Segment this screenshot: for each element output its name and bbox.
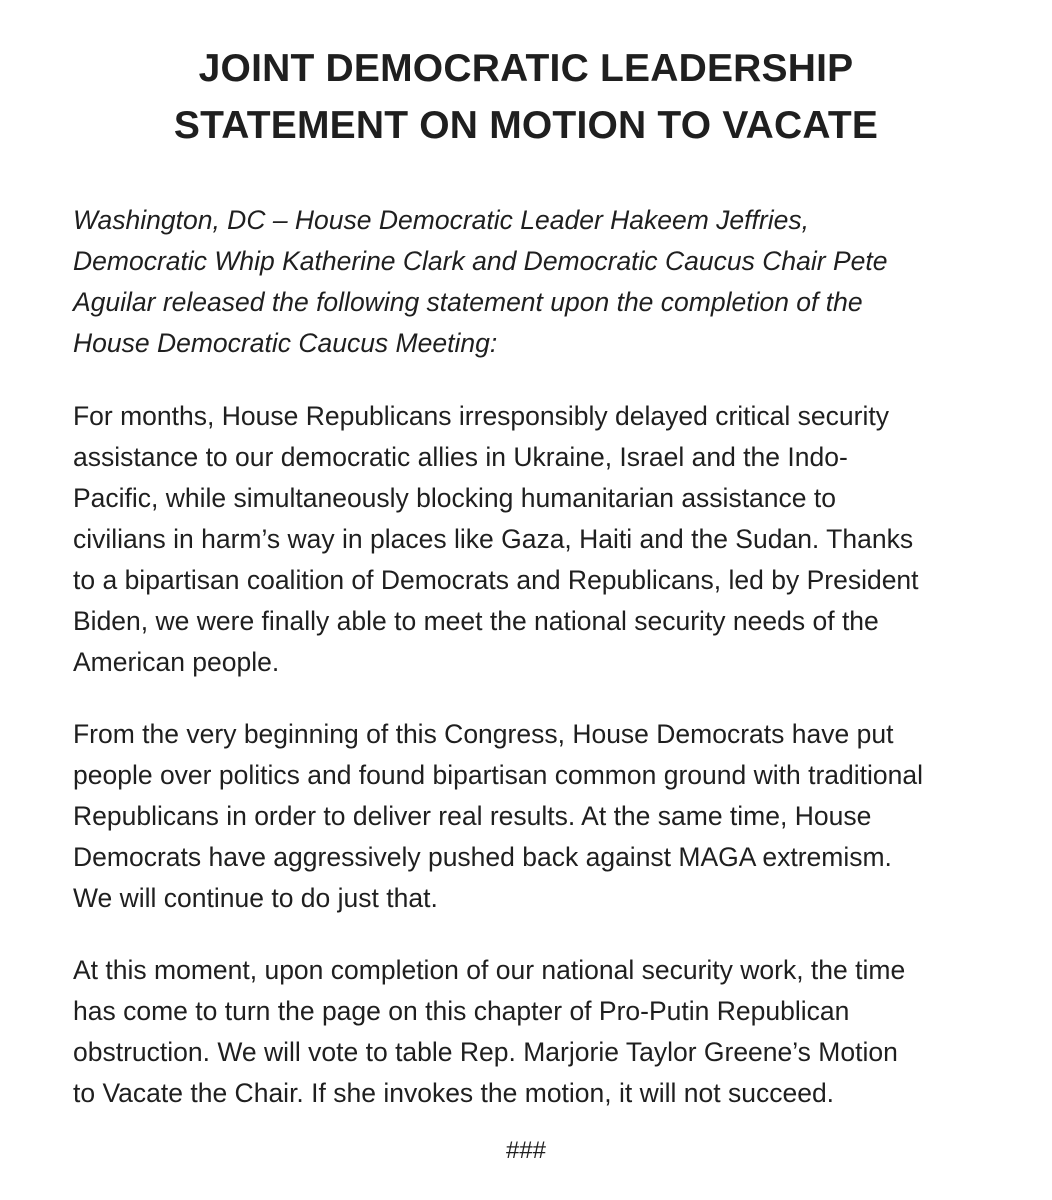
body-paragraph-3 <box>73 950 993 1114</box>
paragraph-line: Republicans in order to deliver real results. At the same time, House <box>73 801 872 831</box>
paragraph-line: civilians in harm’s way in places like Gaza, Haiti and the Sudan. Thanks <box>73 524 914 554</box>
paragraph-line: people over politics and found bipartisan common ground with traditional <box>73 760 923 790</box>
intro-line: Washington, DC – House Democratic Leader Hakeem Jeffries, <box>73 205 809 235</box>
paragraph-line: to a bipartisan coalition of Democrats and Republicans, led by President <box>73 565 919 595</box>
title-line: JOINT DEMOCRATIC LEADERSHIP <box>198 47 854 90</box>
paragraph-line: has come to turn the page on this chapter of Pro-Putin Republican <box>73 996 850 1026</box>
intro-line: Aguilar released the following statement upon the completion of the <box>73 287 863 317</box>
paragraph-line: For months, House Republicans irresponsibly delayed critical security <box>73 401 889 431</box>
paragraph-line: At this moment, upon completion of our national security work, the time <box>73 955 906 985</box>
paragraph-line: We will continue to do just that. <box>73 883 438 913</box>
body-paragraph-2 <box>73 714 993 919</box>
paragraph-line: Democrats have aggressively pushed back against MAGA extremism. <box>73 842 892 872</box>
intro-line: Democratic Whip Katherine Clark and Democratic Caucus Chair Pete <box>73 246 888 276</box>
title-line: STATEMENT ON MOTION TO VACATE <box>173 104 879 147</box>
statement-title <box>0 40 1052 154</box>
paragraph-line: Pacific, while simultaneously blocking humanitarian assistance to <box>73 483 836 513</box>
body-paragraph-1 <box>73 396 993 683</box>
paragraph-line: Biden, we were finally able to meet the national security needs of the <box>73 606 879 636</box>
paragraph-line: From the very beginning of this Congress, House Democrats have put <box>73 719 894 749</box>
dateline-intro-paragraph <box>73 200 993 364</box>
end-of-release-mark: ### <box>505 1137 547 1164</box>
paragraph-line: to Vacate the Chair. If she invokes the motion, it will not succeed. <box>73 1078 835 1108</box>
paragraph-line: assistance to our democratic allies in Ukraine, Israel and the Indo- <box>73 442 848 472</box>
paragraph-line: American people. <box>73 647 280 677</box>
intro-line: House Democratic Caucus Meeting: <box>73 328 498 358</box>
paragraph-line: obstruction. We will vote to table Rep. Marjorie Taylor Greene’s Motion <box>73 1037 898 1067</box>
